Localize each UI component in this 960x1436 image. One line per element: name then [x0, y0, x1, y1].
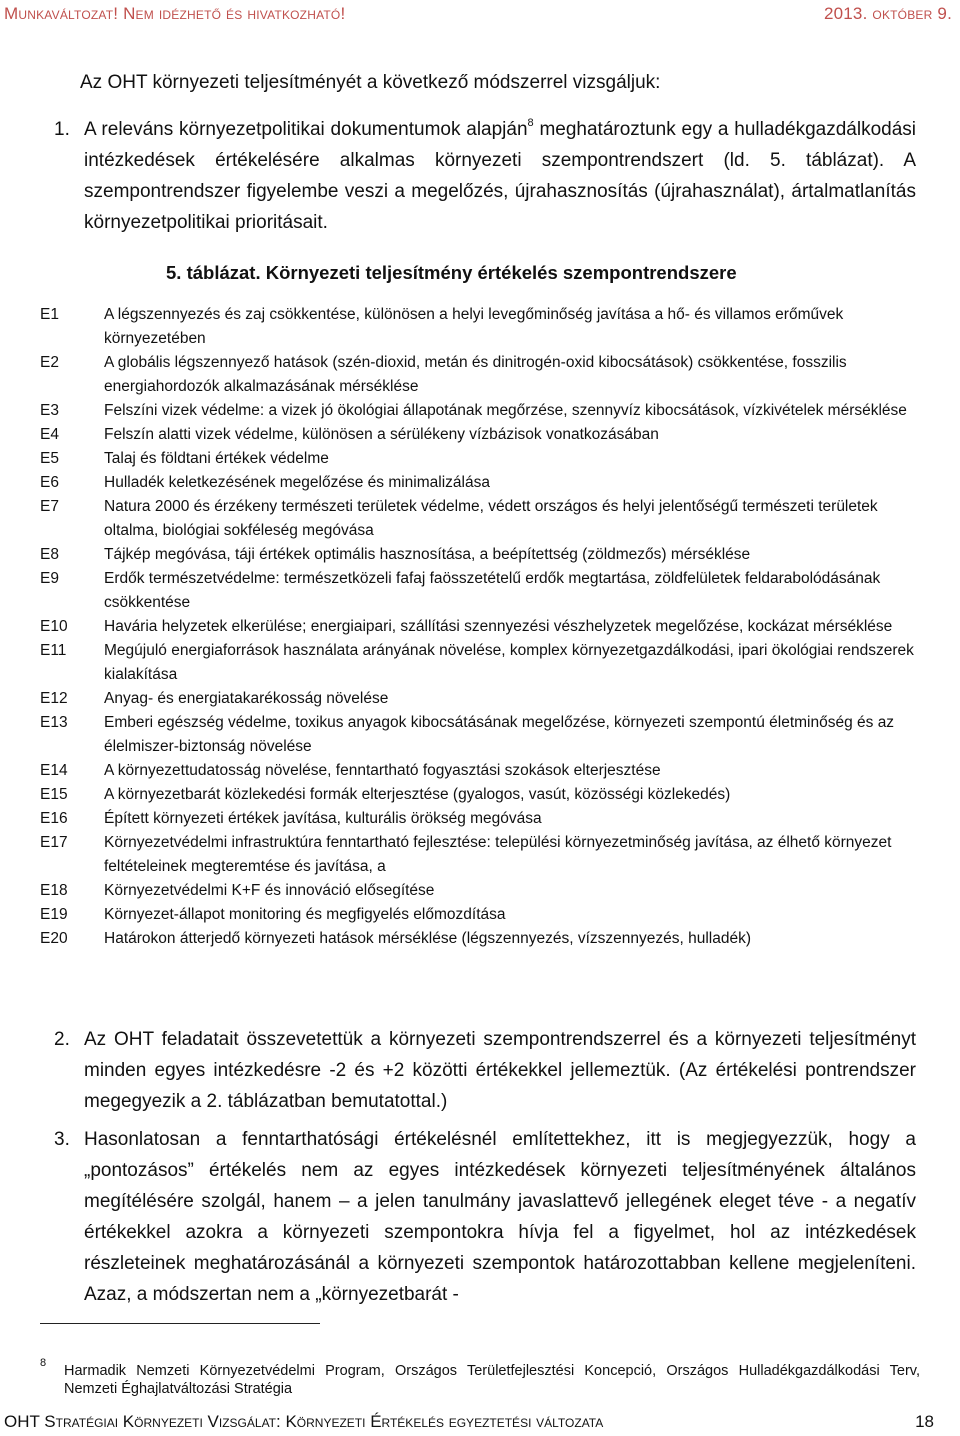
criterion-text: Környezetvédelmi K+F és innováció elősegítése	[104, 882, 435, 899]
step-number: 2.	[54, 1029, 70, 1050]
criterion-text: Megújuló energiaforrások használata arányának növelése, komplex környezetgazdálkodási, ipari ökológiai rendszerek kialakítása	[104, 642, 914, 683]
header-draft-notice: Munkaváltozat! Nem idézhető és hivatkozható!	[4, 4, 346, 23]
table-row	[30, 615, 920, 639]
criterion-code: E12	[40, 690, 68, 707]
criterion-code: E1	[40, 306, 59, 323]
table-row	[30, 471, 920, 495]
table-row	[30, 399, 920, 423]
table-row	[30, 759, 920, 783]
table-row	[30, 711, 920, 759]
table-row	[30, 639, 920, 687]
footer-title: OHT Stratégiai Környezeti Vizsgálat: Környezeti Értékelés egyeztetési változata	[4, 1412, 604, 1431]
table-row	[30, 423, 920, 447]
footnote-ref[interactable]: 8	[527, 117, 534, 129]
criterion-code: E4	[40, 426, 59, 443]
criterion-code: E20	[40, 930, 68, 947]
criterion-code: E9	[40, 570, 59, 587]
step-number: 3.	[54, 1129, 70, 1150]
criterion-code: E2	[40, 354, 59, 371]
table-row	[30, 303, 920, 351]
criterion-text: A környezetbarát közlekedési formák elterjesztése (gyalogos, vasút, közösségi közlekedés)	[104, 786, 731, 803]
criteria-table	[30, 303, 920, 951]
criterion-code: E5	[40, 450, 59, 467]
criterion-code: E16	[40, 810, 68, 827]
criterion-code: E14	[40, 762, 68, 779]
header-date: 2013. október 9.	[823, 4, 952, 23]
criterion-code: E10	[40, 618, 68, 635]
table-row	[30, 567, 920, 615]
table-row	[30, 807, 920, 831]
criterion-code: E8	[40, 546, 59, 563]
footnote-text: Harmadik Nemzeti Környezetvédelmi Program, Országos Területfejlesztési Koncepció, Országos Hulladékgazdálkodási Terv, Nemzeti Éghajlatváltozási Stratégia	[64, 1363, 920, 1397]
table-row	[30, 927, 920, 951]
criterion-text: Havária helyzetek elkerülése; energiaipari, szállítási szennyezési vészhelyzetek megelőzése, kockázat mérséklése	[104, 618, 893, 635]
footnote	[40, 1357, 920, 1398]
criterion-text: Talaj és földtani értékek védelme	[104, 450, 329, 467]
criterion-text: Környezet-állapot monitoring és megfigyelés előmozdítása	[104, 906, 506, 923]
footnote-mark: 8	[40, 1357, 47, 1369]
criterion-text: Határokon átterjedő környezeti hatások mérséklése (légszennyezés, vízszennyezés, hulladék)	[104, 930, 752, 947]
step-number: 1.	[54, 119, 70, 140]
step-1	[54, 114, 916, 238]
criterion-code: E15	[40, 786, 68, 803]
intro-paragraph: Az OHT környezeti teljesítményét a következő módszerrel vizsgáljuk:	[80, 72, 661, 93]
table-row	[30, 783, 920, 807]
criterion-code: E6	[40, 474, 59, 491]
table-row	[30, 903, 920, 927]
criterion-text: Környezetvédelmi infrastruktúra fenntartható fejlesztése: települési környezetminőség javítása, az élhető környezet feltételeinek megteremtése és javítása, a	[104, 834, 892, 875]
table-row	[30, 831, 920, 879]
table-row	[30, 879, 920, 903]
table-caption: 5. táblázat. Környezeti teljesítmény értékelés szempontrendszere	[166, 262, 737, 283]
criterion-code: E7	[40, 498, 59, 515]
criterion-text: Natura 2000 és érzékeny természeti területek védelme, védett országos és helyi jelentőségű természeti területek oltalma, biológiai sokféleség megóvása	[104, 498, 878, 539]
step-3	[54, 1124, 916, 1310]
criterion-code: E3	[40, 402, 59, 419]
table-row	[30, 495, 920, 543]
criterion-text: A környezettudatosság növelése, fenntartható fogyasztási szokások elterjesztése	[104, 762, 661, 779]
table-row	[30, 543, 920, 567]
criterion-code: E19	[40, 906, 68, 923]
step-text: Hasonlatosan a fenntarthatósági értékelésnél említettekhez, itt is megjegyezzük, hogy a „pontozásos” értékelés nem az egyes intézkedések környezeti teljesítményének általános megítélésére szolgál, hanem – a jelen tanulmány javaslattevő jellegének eleget téve - a negatív értékekkel azokra a környezeti szempontokra hívja fel a figyelmet, hol az intézkedések részleteinek meghatározásánál a környezeti szempontok határozottabban kellene megjeleníteni. Azaz, a módszertan nem a „környezetbarát -	[84, 1129, 916, 1305]
criterion-text: Épített környezeti értékek javítása, kulturális örökség megóvása	[104, 810, 542, 827]
page-number: 18	[915, 1412, 934, 1431]
criterion-text: Erdők természetvédelme: természetközeli fafaj faösszetételű erdők megtartása, zöldfelületek feldarabolódásának csökkentése	[104, 570, 881, 611]
step-text: Az OHT feladatait összevetettük a környezeti szempontrendszerrel és a környezeti teljesítményt minden egyes intézkedésre -2 és +2 közötti értékekkel jellemeztük. (Az értékelési pontrendszer megegyezik a 2. táblázatban bemutatottal.)	[84, 1029, 916, 1112]
table-row	[30, 447, 920, 471]
criterion-text: Felszíni vizek védelme: a vizek jó ökológiai állapotának megőrzése, szennyvíz kibocsátások, vízkivételek mérséklése	[104, 402, 907, 419]
criterion-code: E18	[40, 882, 68, 899]
criterion-text: Hulladék keletkezésének megelőzése és minimalizálása	[104, 474, 490, 491]
criterion-text: Anyag- és energiatakarékosság növelése	[104, 690, 389, 707]
criterion-text: A globális légszennyező hatások (szén-dioxid, metán és dinitrogén-oxid kibocsátások) csökkentése, fosszilis energiahordozók alkalmazásának mérséklése	[104, 354, 847, 395]
footnote-separator	[40, 1323, 320, 1324]
criterion-code: E11	[40, 642, 67, 659]
criterion-code: E13	[40, 714, 68, 731]
criterion-text: Emberi egészség védelme, toxikus anyagok kibocsátásának megelőzése, környezeti szempontú életminőség és az élelmiszer-biztonság növelése	[104, 714, 895, 755]
running-header	[0, 4, 960, 28]
table-row	[30, 351, 920, 399]
step-2	[54, 1024, 916, 1117]
criterion-text: A légszennyezés és zaj csökkentése, különösen a helyi levegőminőség javítása a hő- és villamos erőművek környezetében	[104, 306, 844, 347]
table-row	[30, 687, 920, 711]
criterion-text: Tájkép megóvása, táji értékek optimális hasznosítása, a beépítettség (zöldmezős) mérséklése	[104, 546, 751, 563]
criterion-text: Felszín alatti vizek védelme, különösen a sérülékeny vízbázisok vonatkozásában	[104, 426, 659, 443]
step-text: A releváns környezetpolitikai dokumentumok alapján$^8$ meghatároztunk egy a hulladékgazdálkodási intézkedések értékelésére alkalmas környezeti szempontrendszert (ld. 5. táblázat). A szempontrendszer figyelembe veszi a megelőzés, újrahasznosítás (újrahasználat), ártalmatlanítás környezetpolitikai prioritásait.	[84, 117, 916, 233]
criterion-code: E17	[40, 834, 68, 851]
